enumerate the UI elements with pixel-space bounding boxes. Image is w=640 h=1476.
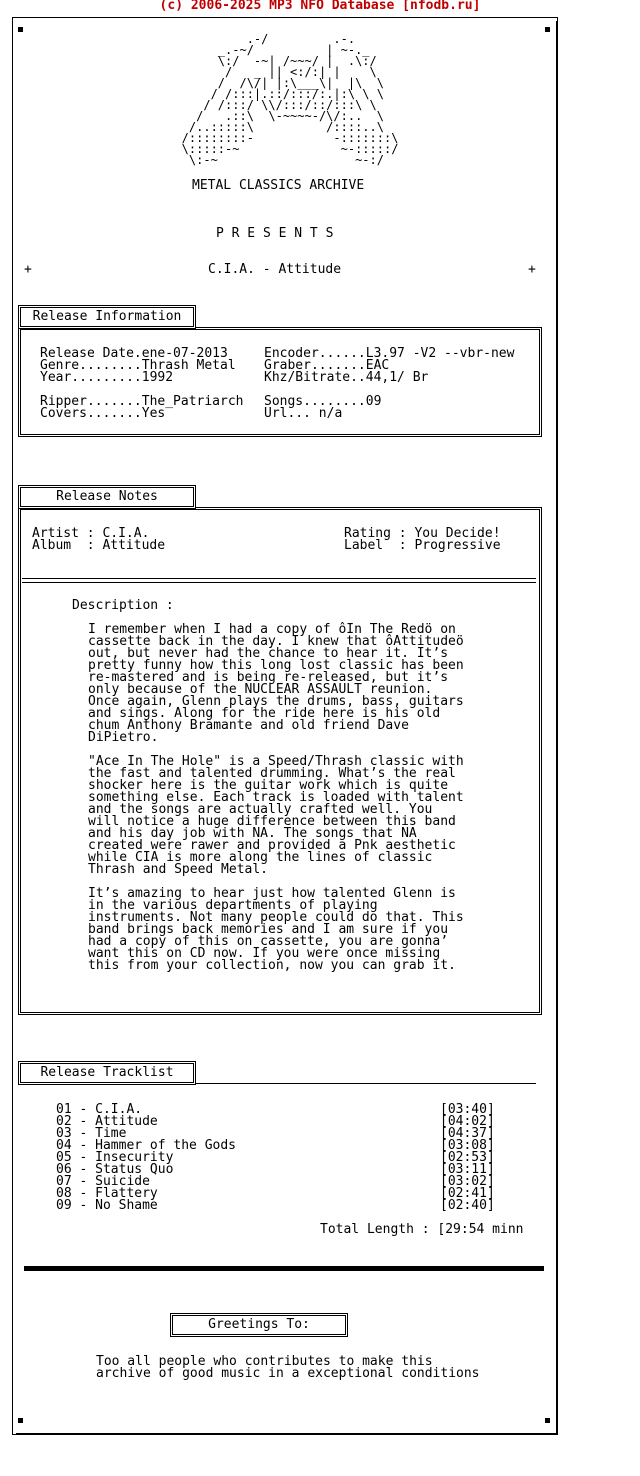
greetings-line: archive of good music in a exceptional conditions (96, 1366, 480, 1381)
greetings-tab: Greetings To: (170, 1313, 348, 1337)
track-time: [04:37] (440, 1126, 495, 1141)
presents-heading: P R E S E N T S (216, 226, 334, 241)
release-info-tab: Release Information (18, 305, 196, 329)
rating-line: Rating : You Decide! (344, 526, 501, 541)
track-time: [03:08] (440, 1138, 495, 1153)
description-line: I remember when I had a copy of ôIn The Redö on (88, 622, 456, 637)
description-line: Thrash and Speed Metal. (88, 862, 269, 877)
track-time: [03:11] (440, 1162, 495, 1177)
description-line: had a copy of this on cassette, you are gonna’ (88, 934, 449, 949)
notes-divider-2 (22, 582, 536, 583)
release-notes-tab: Release Notes (18, 485, 196, 509)
description-line: Once again, Glenn plays the drums, bass, guitars (88, 694, 464, 709)
track-time: [03:02] (440, 1174, 495, 1189)
description-line: and the songs are actually crafted well. You (88, 802, 433, 817)
greetings-line: Too all people who contributes to make this (96, 1354, 433, 1369)
description-line: will notice a huge difference between this band (88, 814, 456, 829)
description-line: and sings. Along for the ride here is his old (88, 706, 441, 721)
plus-right: + (528, 262, 536, 277)
track-title: 08 - Flattery (56, 1186, 158, 1201)
track-time: [02:41] (440, 1186, 495, 1201)
corner-dot-bl (18, 1418, 23, 1423)
description-line: only because of the NUCLEAR ASSAULT reunion. (88, 682, 433, 697)
description-line: cassette back in the day. I knew that ôAttitudeö (88, 634, 464, 649)
tracklist-tab: Release Tracklist (18, 1061, 196, 1085)
description-line: It’s amazing to hear just how talented Glenn is (88, 886, 456, 901)
release-info-field: Release Date.ene-07-2013 (40, 346, 228, 361)
release-info-field: Url... n/a (264, 406, 343, 421)
corner-dot-br (545, 1418, 550, 1423)
description-line: while CIA is more along the lines of classic (88, 850, 433, 865)
description-line: the fast and talented drumming. What’s the real (88, 766, 456, 781)
logo-ascii-art: .-/ .-. _.-~/ | ~-._ \:/ -~| /~~~/ | .\:/ / _ || <:/:| | \ / /\/| |:\___\| |\ \ / /:::|.::/:::/:.|:\ \ \ / /:::/ \\/:::/::/:::\ \ / .::\ \-~~~~-/\/:.. \ /..:::::\ /::::..\ /::::::::- -:::::::\ \:::::-~ ~-:::::/ \:-~ ~-:/ (181, 32, 399, 167)
description-line: band brings back memories and I am sure if you (88, 922, 449, 937)
logo-caption: METAL CLASSICS ARCHIVE (192, 178, 365, 193)
description-line: "Ace In The Hole" is a Speed/Thrash classic with (88, 754, 464, 769)
description-heading: Description : (72, 598, 174, 613)
release-info-field: Graber.......EAC (264, 358, 390, 373)
track-title: 02 - Attitude (56, 1114, 158, 1129)
description-line: shocker here is the guitar work which is quite (88, 778, 449, 793)
thick-rule (24, 1266, 544, 1271)
track-title: 04 - Hammer of the Gods (56, 1138, 237, 1153)
description-line: instruments. Not many people could do that. This (88, 910, 464, 925)
release-info-field: Encoder......L3.97 -V2 --vbr-new (264, 346, 515, 361)
track-title: 05 - Insecurity (56, 1150, 174, 1165)
release-info-field: Songs........09 (264, 394, 382, 409)
description-line: pretty funny how this long lost classic has been (88, 658, 464, 673)
release-title: C.I.A. - Attitude (208, 262, 342, 277)
artist-line: Artist : C.I.A. (32, 526, 150, 541)
description-line: something else. Each track is loaded with talent (88, 790, 464, 805)
description-line: created were rawer and provided a Pnk aesthetic (88, 838, 456, 853)
track-time: [04:02] (440, 1114, 495, 1129)
corner-dot-tl (18, 27, 23, 32)
track-title: 09 - No Shame (56, 1198, 158, 1213)
total-length: Total Length : [29:54 minn (320, 1222, 524, 1237)
description-line: DiPietro. (88, 730, 159, 745)
description-line: re-mastered and is being re-released, but it’s (88, 670, 449, 685)
description-line: want this on CD now. If you were once missing (88, 946, 441, 961)
track-time: [03:40] (440, 1102, 495, 1117)
track-time: [02:40] (440, 1198, 495, 1213)
description-line: out, but never had the chance to hear it. It’s (88, 646, 449, 661)
album-line: Album : Attitude (32, 538, 166, 553)
release-info-field: Ripper.......The_Patriarch (40, 394, 244, 409)
plus-left: + (24, 262, 32, 277)
description-line: this from your collection, now you can grab it. (88, 958, 456, 973)
description-line: and his day job with NA. The songs that NA (88, 826, 417, 841)
track-time: [02:53] (440, 1150, 495, 1165)
corner-dot-tr (545, 27, 550, 32)
track-title: 03 - Time (56, 1126, 127, 1141)
track-title: 07 - Suicide (56, 1174, 150, 1189)
site-header: (c) 2006-2025 MP3 NFO Database [nfodb.ru] (159, 0, 481, 13)
release-info-field: Year.........1992 (40, 370, 174, 385)
track-title: 06 - Status Quo (56, 1162, 174, 1177)
release-info-field: Genre........Thrash Metal (40, 358, 236, 373)
label-line: Label : Progressive (344, 538, 501, 553)
notes-divider (22, 578, 536, 579)
tracklist-rule (196, 1083, 536, 1084)
release-info-field: Khz/Bitrate..44,1/ Br (264, 370, 429, 385)
release-info-field: Covers.......Yes (40, 406, 166, 421)
track-title: 01 - C.I.A. (56, 1102, 143, 1117)
description-line: chum Anthony Bramante and old friend Dave (88, 718, 409, 733)
description-line: in the various departments of playing (88, 898, 378, 913)
